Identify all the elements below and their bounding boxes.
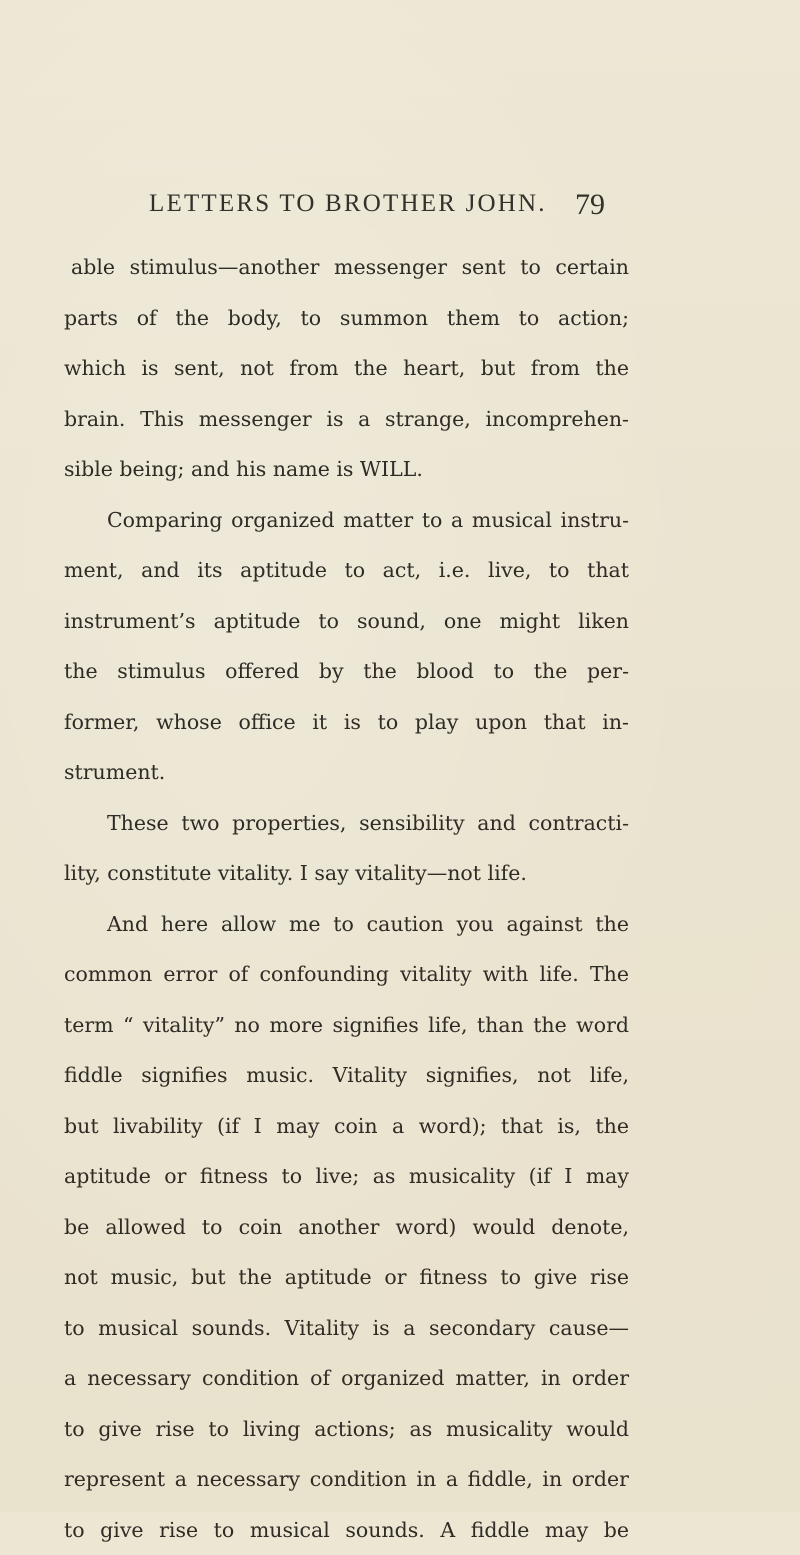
text-line: term “ vitality” no more signifies life, than the word [64,1000,629,1051]
text-line: lity, constitute vitality. I say vitality—not life. [64,848,629,899]
text-line: And here allow me to caution you against the [64,899,629,950]
text-line: former, whose office it is to play upon that in- [64,697,629,748]
text-line: not music, but the aptitude or fitness to give rise [64,1252,629,1303]
text-line: These two properties, sensibility and contracti- [64,798,629,849]
text-line: the stimulus offered by the blood to the per- [64,646,629,697]
text-line: which is sent, not from the heart, but from the [64,343,629,394]
text-line: ment, and its aptitude to act, i.e. live, to that [64,545,629,596]
text-line: strument. [64,747,629,798]
text-line: instrument’s aptitude to sound, one might liken [64,596,629,647]
page-header [0,190,800,230]
text-line: be allowed to coin another word) would denote, [64,1202,629,1253]
text-line: to give rise to living actions; as musicality would [64,1404,629,1455]
text-line: represent a necessary condition in a fiddle, in order [64,1454,629,1505]
text-line: fiddle signifies music. Vitality signifies, not life, [64,1050,629,1101]
text-line: to give rise to musical sounds. A fiddle may be [64,1505,629,1555]
text-line: aptitude or fitness to live; as musicality (if I may [64,1151,629,1202]
text-line: brain. This messenger is a strange, incomprehen- [64,394,629,445]
running-head: LETTERS TO BROTHER JOHN. [149,190,547,218]
text-line: to musical sounds. Vitality is a secondary cause— [64,1303,629,1354]
page-number: 79 [575,188,605,222]
body-text [64,242,629,1555]
text-line: a necessary condition of organized matter, in order [64,1353,629,1404]
text-line: Comparing organized matter to a musical instru- [64,495,629,546]
text-line: but livability (if I may coin a word); that is, the [64,1101,629,1152]
text-line: able stimulus—another messenger sent to certain [64,242,629,293]
text-line: sible being; and his name is WILL. [64,444,629,495]
text-line: common error of confounding vitality with life. The [64,949,629,1000]
text-line: parts of the body, to summon them to action; [64,293,629,344]
